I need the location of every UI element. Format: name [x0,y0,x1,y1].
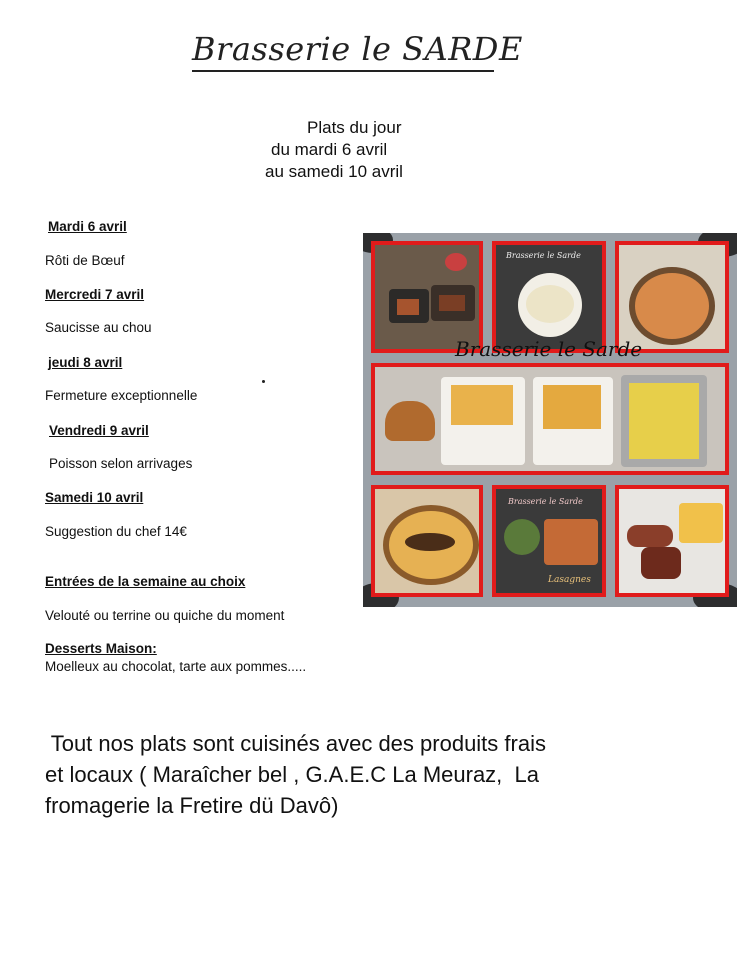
desserts-label: Desserts Maison: [45,641,157,656]
day-label-saturday: Samedi 10 avril [45,490,144,505]
day-label-friday: Vendredi 9 avril [49,423,149,438]
desserts-text: Moelleux au chocolat, tarte aux pommes..... [45,659,307,674]
restaurant-title: Brasserie le SARDE [192,30,523,68]
title-underline [192,70,494,72]
day-label-wednesday: Mercredi 7 avril [45,287,145,302]
photo-tile-grill [615,485,729,597]
footer-paragraph [45,728,705,821]
stray-dot [262,380,265,383]
tile-logo-top: Brasserie le Sarde [506,251,581,260]
dish-tuesday: Rôti de Bœuf [45,253,125,268]
subtitle-line-2: du mardi 6 avril [271,140,388,159]
entrees-label: Entrées de la semaine au choix [45,574,246,589]
collage-logo: Brasserie le Sarde [455,337,643,361]
footer-line-2: et locaux ( Maraîcher bel , G.A.E.C La Meuraz, La [45,762,539,787]
tile-label-lasagnes: Lasagnes [548,575,591,585]
entrees-text: Velouté ou terrine ou quiche du moment [45,608,285,623]
day-label-tuesday: Mardi 6 avril [48,219,127,234]
dish-thursday: Fermeture exceptionnelle [45,388,198,403]
tile-logo-bottom: Brasserie le Sarde [508,497,583,506]
photo-tile-tart [371,485,483,597]
dish-saturday: Suggestion du chef 14€ [45,524,187,539]
footer-line-3: fromagerie la Fretire dü Davô) [45,793,339,818]
photo-tile-fries [371,363,729,475]
subtitle-line-3: au samedi 10 avril [265,162,403,181]
dish-wednesday: Saucisse au chou [45,320,152,335]
photo-tile-lasagnes [492,485,606,597]
day-label-thursday: jeudi 8 avril [48,355,123,370]
footer-line-1: Tout nos plats sont cuisinés avec des produits frais [45,731,546,756]
subtitle-line-1: Plats du jour [307,118,402,137]
food-photo-collage [363,233,737,607]
dish-friday: Poisson selon arrivages [49,456,193,471]
